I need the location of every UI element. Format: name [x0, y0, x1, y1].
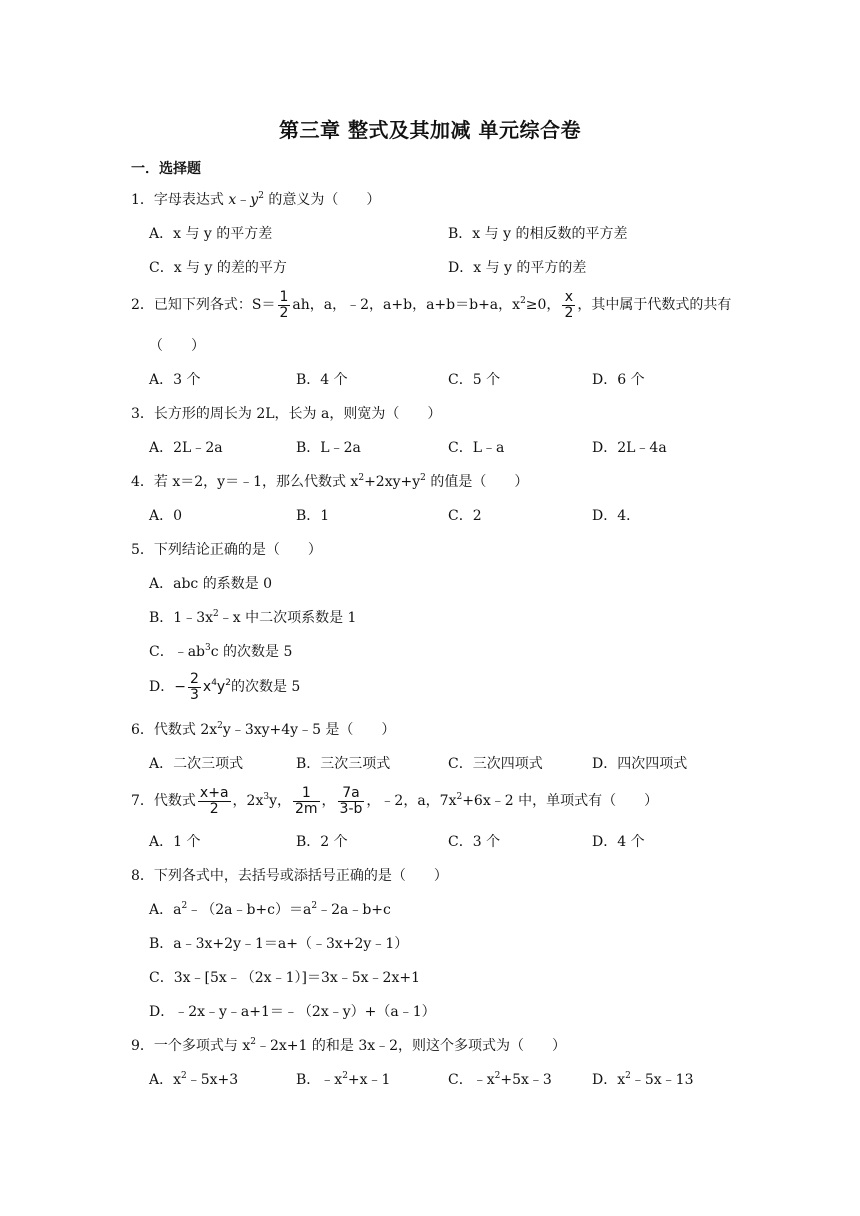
- page-title: 第三章 整式及其加减 单元综合卷: [279, 118, 581, 142]
- question-9-option-b: B．$﹣x^2+x﹣1$: [296, 1071, 391, 1088]
- question-2-option-d: D．6 个: [592, 372, 645, 388]
- question-9-stem: 9．一个多项式与 $x^2﹣2x+1$ 的和是 3x﹣2，则这个多项式为（ ）: [131, 1037, 567, 1054]
- question-9-option-d: D．$x^2﹣5x﹣13$: [592, 1071, 694, 1088]
- question-8-option-a: A．$a^2﹣(2a﹣b+c)=a^2﹣2a﹣b+c$: [149, 901, 391, 918]
- question-2-stem: 2．已知下列各式：S＝ $\frac{1}{2}$ ah，a，﹣2，a+b，a+b＝b+a，$x^2\ge 0$， $\frac{x}{2}$ ，其中属于代数式的共有: [131, 288, 732, 321]
- question-6-option-a: A．二次三项式: [149, 756, 244, 772]
- question-8-stem: 8．下列各式中，去括号或添括号正确的是（ ）: [131, 868, 448, 884]
- fraction: $\frac{1}{2m}$: [295, 784, 318, 817]
- question-2-option-c: C．5 个: [448, 372, 501, 388]
- question-3-option-b: B．L﹣2a: [296, 440, 361, 456]
- question-7-option-b: B．2 个: [296, 834, 348, 850]
- fraction: $\frac{2}{3}$: [189, 670, 199, 703]
- question-8-option-b: B．a﹣3x+2y﹣1＝a+（﹣3x+2y﹣1）: [149, 936, 409, 952]
- question-1-option-a: A．x 与 y 的平方差: [149, 226, 273, 242]
- question-7-option-a: A．1 个: [149, 834, 201, 850]
- question-1-option-b: B．x 与 y 的相反数的平方差: [448, 226, 628, 242]
- question-3-option-d: D．2L﹣4a: [592, 440, 667, 456]
- question-7-stem: 7．代数式 $\frac{x+a}{2}$ ，$2x^3y$， $\frac{1}{2m}$ ， $\frac{7a}{3-b}$ ，﹣2，a，$7x^2+6x﹣2$ 中，单项式有（ ）: [131, 784, 659, 817]
- question-9-option-c: C．$﹣x^2+5x﹣3$: [448, 1071, 552, 1088]
- fraction: $\frac{x+a}{2}$: [199, 784, 229, 817]
- question-4-option-d: D．4．: [592, 508, 641, 524]
- question-5-option-b: B．$1﹣3x^2﹣x$ 中二次项系数是 1: [149, 609, 357, 626]
- question-7-option-c: C．3 个: [448, 834, 501, 850]
- question-3-option-a: A．2L﹣2a: [149, 440, 223, 456]
- question-9-option-a: A．$x^2﹣5x+3$: [149, 1071, 239, 1088]
- section-heading: 一．选择题: [131, 161, 201, 177]
- question-7-option-d: D．4 个: [592, 834, 645, 850]
- question-5-option-a: A．abc 的系数是 0: [149, 576, 273, 592]
- question-4-stem: 4．若 x＝2，y＝﹣1，那么代数式 $x^2+2xy+y^2$ 的值是（ ）: [131, 473, 529, 490]
- question-1-option-d: D．x 与 y 的平方的差: [448, 260, 587, 276]
- question-8-option-c: C．3x﹣[5x﹣（2x﹣1）]＝3x﹣5x﹣2x+1: [149, 970, 420, 986]
- question-2-option-b: B．4 个: [296, 372, 348, 388]
- question-3-option-c: C．L﹣a: [448, 440, 505, 456]
- question-5-option-d: D．− $\frac{2}{3}$ $x^4y^2$的次数是 5: [149, 670, 301, 703]
- question-5-stem: 5．下列结论正确的是（ ）: [131, 542, 322, 558]
- question-6-option-c: C．三次四项式: [448, 756, 543, 772]
- question-4-option-c: C．2: [448, 508, 482, 524]
- question-4-option-a: A．0: [149, 508, 183, 524]
- question-8-option-d: D．﹣2x﹣y﹣a+1＝﹣（2x﹣y）+（a﹣1）: [149, 1004, 436, 1020]
- fraction: $\frac{1}{2}$: [279, 288, 289, 321]
- fraction: $\frac{x}{2}$: [564, 288, 574, 321]
- fraction: $\frac{7a}{3-b}$: [339, 784, 363, 817]
- question-5-option-c: C．$﹣ab^3c$ 的次数是 5: [149, 643, 293, 660]
- question-3-stem: 3．长方形的周长为 2L，长为 a，则宽为（ ）: [131, 406, 442, 422]
- question-1-option-c: C．x 与 y 的差的平方: [149, 260, 287, 276]
- question-6-option-b: B．三次三项式: [296, 756, 391, 772]
- question-2-option-a: A．3 个: [149, 372, 201, 388]
- question-1-stem: 1．字母表达式 $x﹣y^2$ 的意义为（ ）: [131, 191, 381, 208]
- question-2-paren: （ ）: [149, 338, 205, 354]
- question-6-stem: 6．代数式 $2x^2y﹣3xy+4y﹣5$ 是（ ）: [131, 721, 396, 738]
- question-4-option-b: B．1: [296, 508, 330, 524]
- question-6-option-d: D．四次四项式: [592, 756, 688, 772]
